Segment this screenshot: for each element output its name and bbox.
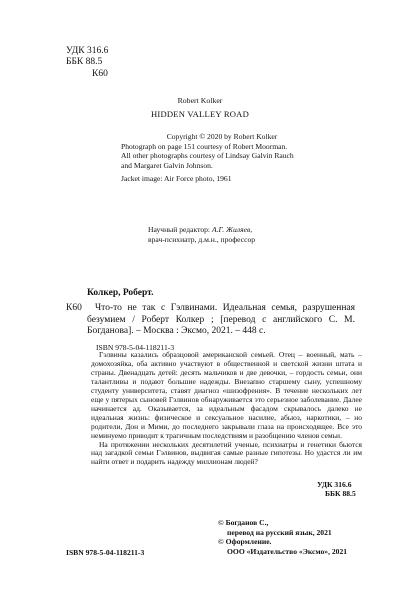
design-copyright: © Оформление. — [218, 537, 272, 547]
publisher-copyright: ООО «Издательство «Эксмо», 2021 — [227, 546, 348, 556]
bbk-code-bottom: ББК 88.5 — [325, 489, 356, 499]
original-title: HIDDEN VALLEY ROAD — [151, 109, 249, 119]
original-author: Robert Kolker — [177, 96, 223, 105]
copyright-block — [218, 518, 378, 556]
annotation-paragraph: На протяжении нескольких десятилетий ученые, психиатры и генетики бьются над загадкой семьи Гэлвинов, выдвигая самые разные гипотезы. Но удастся ли им найти ответ и подарить надежду миллионам людей? — [91, 439, 362, 467]
biblio-author-heading: Колкер, Роберт. — [87, 288, 154, 298]
editor-name: А.Г. Жиляев, — [211, 225, 253, 234]
translation-copyright: © Богданов С., — [218, 518, 269, 527]
copyright-line: Photograph on page 151 courtesy of Robert Moorman. — [121, 141, 288, 151]
annotation — [91, 351, 362, 467]
biblio-description: Что-то не так с Гэлвинами. Идеальная семья, разрушенная безумием / Роберт Колкер ; [перевод с английского С. М. Богданова]. – Москва : Эксмо, 2021. – 448 с. — [87, 303, 355, 337]
copyright-line: Copyright © 2020 by Robert Kolker — [166, 132, 278, 141]
author-mark: К60 — [92, 69, 108, 79]
isbn-bottom: ISBN 978-5-04-118211-3 — [66, 548, 145, 557]
biblio-author-mark: К60 — [66, 303, 82, 313]
editor-role: врач-психиатр, д.м.н., профессор — [148, 234, 256, 244]
udk-code-bottom: УДК 316.6 — [317, 480, 352, 489]
copyright-line: and Margaret Galvin Johnson. — [121, 160, 213, 170]
editor-label: Научный редактор: — [148, 225, 211, 234]
translation-copyright-detail: перевод на русский язык, 2021 — [227, 527, 332, 537]
udk-code: УДК 316.6 — [66, 46, 109, 56]
annotation-paragraph: Гэлвины казались образцовой американской семьей. Отец – военный, мать – домохозяйка, оба активно участвуют в общественной и светской жизни штата и страны. Двенадцать детей: десять мальчиков и две девочки, – гордость семьи, они талантливы и подают большие надежды. Внезапно старшему сыну, успешному студенту университета, ставят диагноз «шизофрения». В течение нескольких лет еще у пятерых сыновей Гэлвинов обнаруживается это серьезное заболевание. Далее начинается ад. Оказывается, за идеальным фасадом скрывалось далеко не идеальная жизнь: физическое и сексуальное насилие, абьюз, наркотики, – но родители, Дон и Мими, до последнего закрывали глаза на происходящее. Все это неминуемо приводит к трагичным последствиям и разобщению членов семьи. — [91, 350, 362, 440]
original-copyright — [121, 132, 341, 184]
scientific-editor — [148, 225, 368, 244]
classification-bottom — [317, 480, 356, 498]
biblio-isbn: ISBN 978-5-04-118211-3 — [96, 343, 175, 352]
jacket-credit: Jacket image: Air Force photo, 1961 — [121, 174, 232, 184]
bbk-code: ББК 88.5 — [66, 57, 103, 67]
copyright-line: All other photographs courtesy of Lindsay Galvin Rauch — [121, 151, 294, 161]
